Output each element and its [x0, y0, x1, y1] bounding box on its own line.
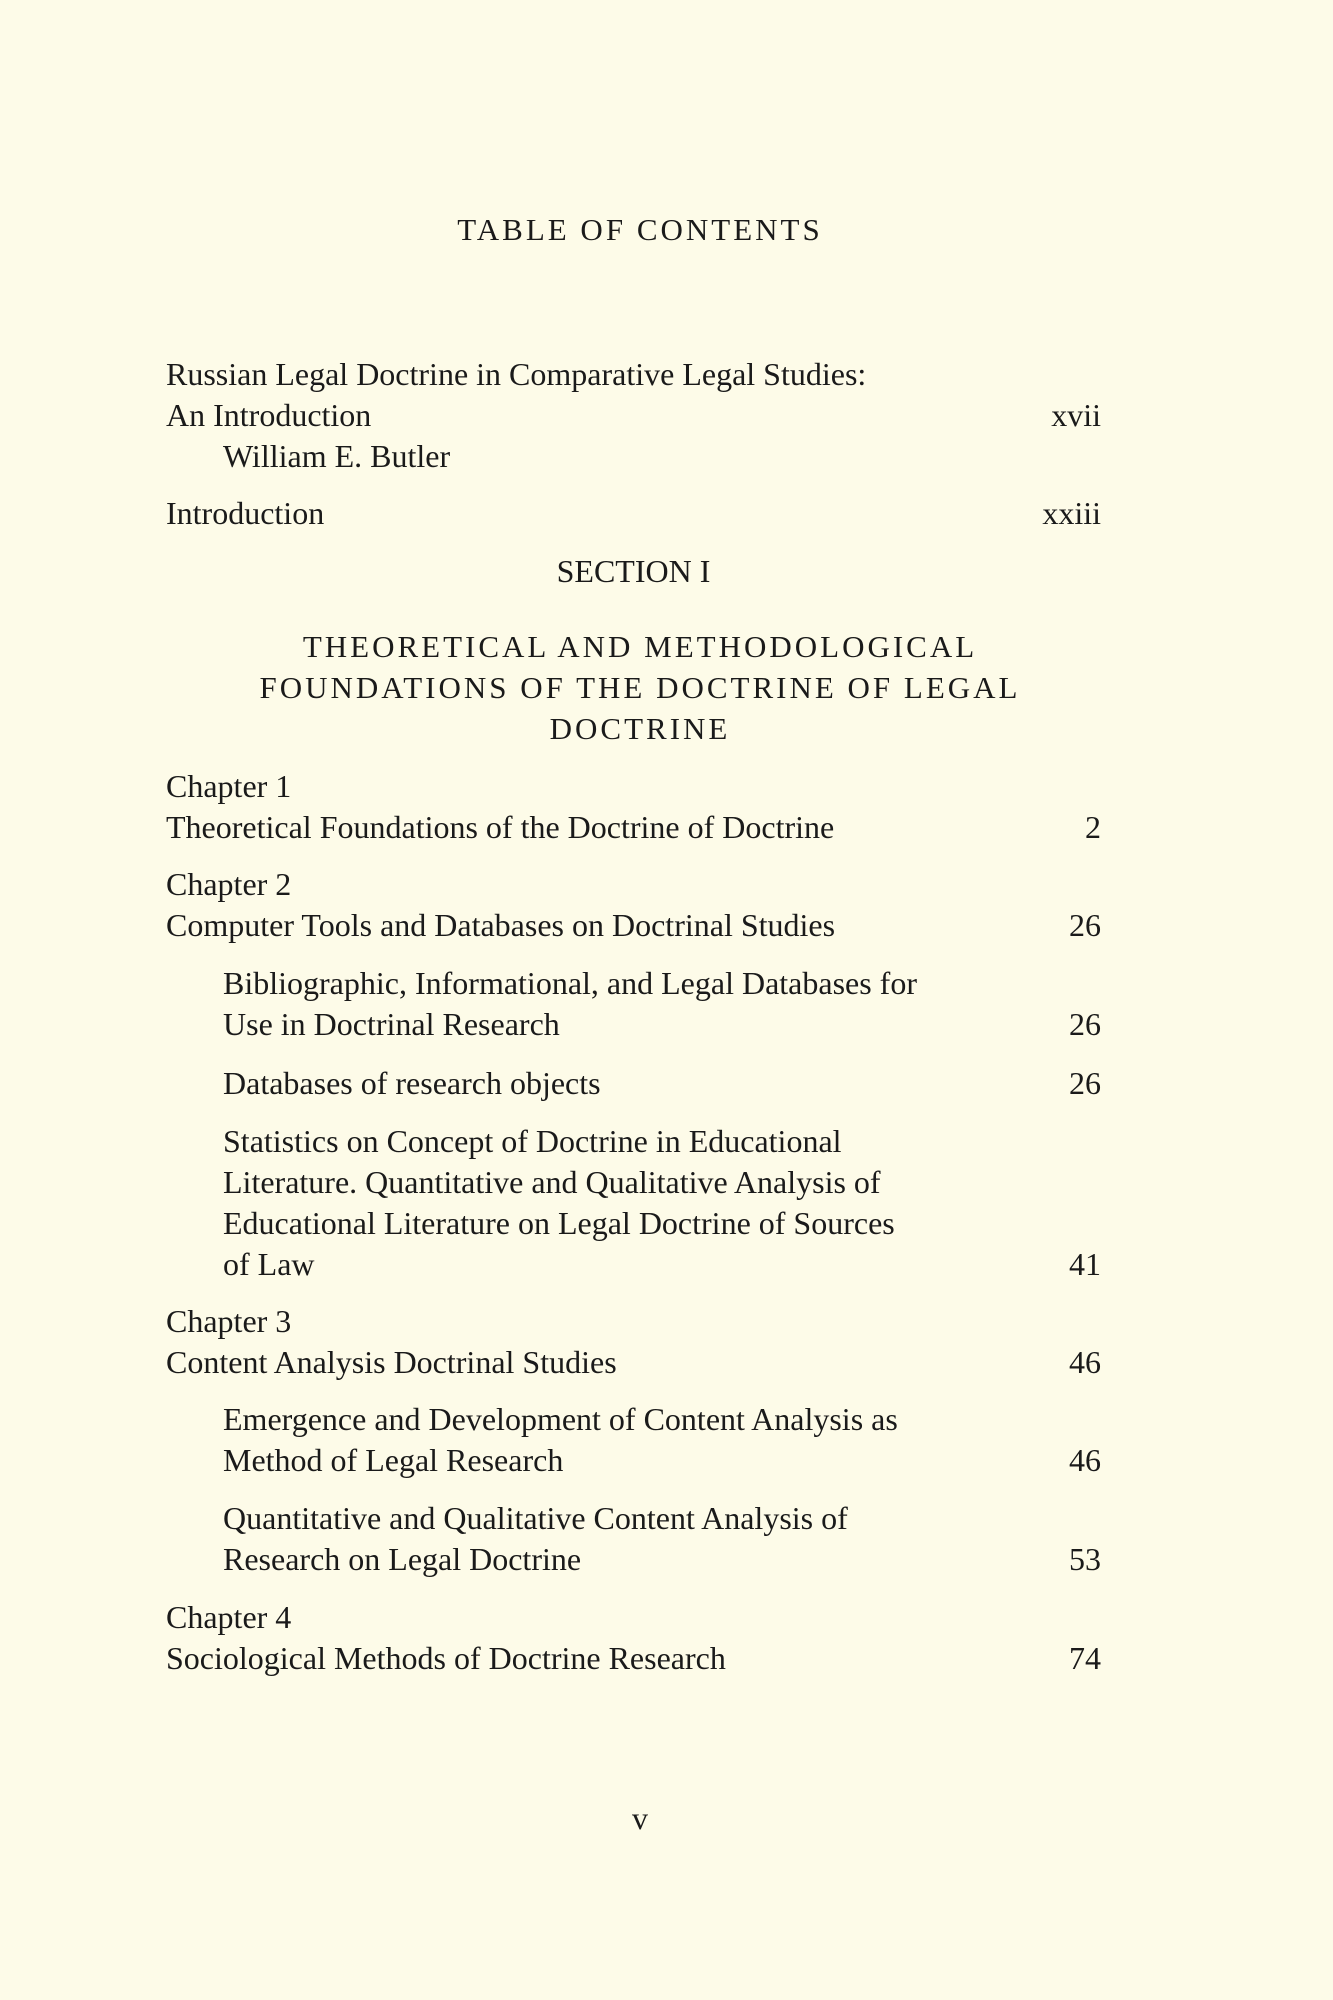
page-folio: v [632, 1800, 648, 1836]
subsection-title-line: Research on Legal Doctrine [223, 1541, 582, 1577]
toc-subsection-3-1[interactable] [166, 1399, 1101, 1481]
chapter-label: Chapter 3 [166, 1303, 292, 1339]
subsection-title-line: Bibliographic, Informational, and Legal Databases for [223, 965, 917, 1001]
entry-title-line: An Introduction [166, 397, 372, 433]
toc-chapter-4[interactable] [166, 1597, 1101, 1679]
section-title-line: FOUNDATIONS OF THE DOCTRINE OF LEGAL [259, 670, 1021, 705]
toc-subsection-2-3[interactable] [166, 1121, 1101, 1285]
entry-page-number: 26 [1069, 907, 1101, 943]
section-heading [166, 551, 1101, 592]
entry-page-number: 26 [1069, 1006, 1101, 1042]
toc-chapter-3[interactable] [166, 1301, 1101, 1383]
subsection-title-line: Method of Legal Research [223, 1442, 564, 1478]
entry-page-number: 46 [1069, 1442, 1101, 1478]
entry-page-number: 74 [1069, 1640, 1101, 1676]
toc-chapter-2[interactable] [166, 864, 1101, 946]
toc-subsection-2-1[interactable] [166, 963, 1101, 1045]
entry-author: William E. Butler [223, 438, 451, 474]
entry-title-line: Introduction [166, 495, 325, 531]
entry-page-number: 53 [1069, 1541, 1101, 1577]
chapter-label: Chapter 2 [166, 866, 292, 902]
section-title-line: DOCTRINE [549, 711, 731, 746]
subsection-title-line: Emergence and Development of Content Analysis as [223, 1401, 898, 1437]
chapter-title: Content Analysis Doctrinal Studies [166, 1344, 617, 1380]
toc-subsection-2-2[interactable] [166, 1063, 1101, 1104]
chapter-title: Sociological Methods of Doctrine Research [166, 1640, 726, 1676]
subsection-title-line: Use in Doctrinal Research [223, 1006, 560, 1042]
toc-entry-front-2[interactable] [166, 493, 1101, 534]
toc-entry-front-1[interactable] [166, 354, 1101, 477]
chapter-label: Chapter 1 [166, 768, 292, 804]
section-title-line: THEORETICAL AND METHODOLOGICAL [302, 629, 978, 664]
chapter-label: Chapter 4 [166, 1599, 292, 1635]
entry-page-number: 2 [1085, 809, 1101, 845]
subsection-title-line: Educational Literature on Legal Doctrine of Sources [223, 1205, 895, 1241]
subsection-title-line: Literature. Quantitative and Qualitative Analysis of [223, 1164, 881, 1200]
subsection-title-line: Quantitative and Qualitative Content Analysis of [223, 1500, 848, 1536]
subsection-title-line: Statistics on Concept of Doctrine in Educational [223, 1123, 842, 1159]
section-title [166, 626, 1114, 749]
page-title: TABLE OF CONTENTS [457, 212, 823, 247]
toc-subsection-3-2[interactable] [166, 1498, 1101, 1580]
chapter-title: Computer Tools and Databases on Doctrinal Studies [166, 907, 836, 943]
subsection-title-line: of Law [223, 1246, 315, 1282]
entry-title-line: Russian Legal Doctrine in Comparative Legal Studies: [166, 356, 867, 392]
entry-page-number: 26 [1069, 1065, 1101, 1101]
entry-page-number: xxiii [1042, 495, 1101, 531]
section-label: SECTION I [556, 553, 711, 589]
chapter-title: Theoretical Foundations of the Doctrine of Doctrine [166, 809, 835, 845]
entry-page-number: xvii [1051, 397, 1101, 433]
entry-page-number: 46 [1069, 1344, 1101, 1380]
toc-chapter-1[interactable] [166, 766, 1101, 848]
entry-page-number: 41 [1069, 1246, 1101, 1282]
subsection-title-line: Databases of research objects [223, 1065, 601, 1101]
